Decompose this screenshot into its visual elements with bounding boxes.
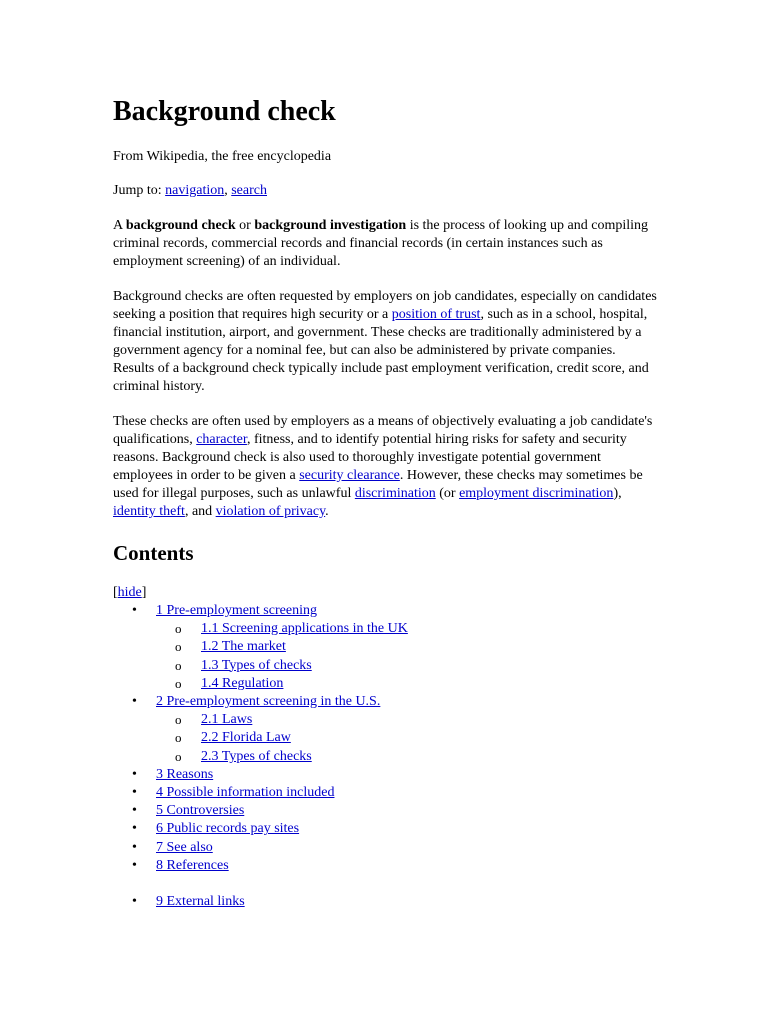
toc-link-pre-employment-us[interactable]: 2 Pre-employment screening in the U.S. (156, 694, 381, 710)
toc-item (113, 839, 658, 857)
para2-text-2: , such as in a school, hospital, financial institution, airport, and government. These checks are traditionally administered by a government agency for a nominal fee, but can also be administered by private companies. Results of a background check typically include past employment verification, credit score, and criminal history. (113, 307, 649, 394)
identity-theft-link[interactable]: identity theft (113, 504, 185, 519)
intro-term-background-investigation: background investigation (254, 218, 407, 233)
intro-text-rest: is the process of looking up and compiling criminal records, commercial records and financial records (in certain instances such as employment screening) of an individual. (113, 218, 649, 269)
toc-item (113, 784, 658, 802)
toc-item (113, 693, 658, 766)
toc-link-controversies[interactable]: 5 Controversies (156, 803, 245, 819)
toc-link-screening-uk[interactable]: 1.1 Screening applications in the UK (201, 621, 408, 637)
toc-link-types-of-checks[interactable]: 1.3 Types of checks (201, 657, 312, 673)
character-link[interactable]: character (196, 432, 247, 447)
toc-subitem (156, 638, 658, 656)
jump-to-line (113, 182, 658, 200)
discrimination-link[interactable]: discrimination (354, 486, 436, 501)
jump-navigation-link[interactable]: navigation (165, 183, 225, 198)
toc-link-laws[interactable]: 2.1 Laws (201, 712, 253, 728)
toc-subitem (156, 711, 658, 729)
paragraph-3 (113, 413, 658, 521)
toc-link-possible-information[interactable]: 4 Possible information included (156, 785, 335, 801)
toc-link-florida-law[interactable]: 2.2 Florida Law (201, 730, 291, 746)
toc-subitem (156, 657, 658, 675)
toc-subitem (156, 675, 658, 693)
toc-item (113, 602, 658, 693)
toc-subitem (156, 620, 658, 638)
intro-text-or: or (235, 218, 255, 233)
site-tagline: From Wikipedia, the free encyclopedia (113, 149, 332, 164)
para2-text-1: Background checks are often requested by employers on job candidates, especially on candidates seeking a position that requires high security or a (113, 289, 657, 322)
intro-text-a: A (113, 218, 126, 233)
toc-item (113, 766, 658, 784)
toc-subitem (156, 748, 658, 766)
contents-heading: Contents (113, 541, 194, 565)
jump-separator: , (224, 183, 232, 198)
hide-bracket-close: ] (141, 585, 147, 600)
position-of-trust-link[interactable]: position of trust (391, 307, 481, 322)
toc-sublist (156, 620, 658, 693)
intro-paragraph (113, 217, 658, 271)
toc-subitem (156, 729, 658, 747)
toc-item (113, 820, 658, 838)
toc-item (113, 893, 658, 911)
toc-hide-toggle (113, 584, 658, 602)
para3-text-3: . However, these checks may sometimes be used for illegal purposes, such as unlawful (113, 468, 643, 501)
paragraph-2 (113, 288, 658, 396)
toc-link-pre-employment-screening[interactable]: 1 Pre-employment screening (156, 603, 317, 618)
toc-link-regulation[interactable]: 1.4 Regulation (201, 675, 284, 691)
intro-term-background-check: background check (125, 218, 236, 233)
para3-text-5: ), (613, 486, 622, 501)
table-of-contents (113, 602, 658, 911)
security-clearance-link[interactable]: security clearance (299, 468, 400, 483)
employment-discrimination-link[interactable]: employment discrimination (459, 486, 614, 501)
toc-link-reasons[interactable]: 3 Reasons (156, 766, 214, 782)
toc-sublist (156, 711, 658, 766)
jump-to-label: Jump to: (113, 183, 166, 198)
toc-hide-link[interactable]: hide (117, 585, 142, 600)
article-content (113, 93, 658, 911)
toc-item (113, 802, 658, 820)
para3-text-7: . (325, 504, 329, 519)
toc-link-the-market[interactable]: 1.2 The market (201, 639, 286, 655)
toc-link-references[interactable]: 8 References (156, 857, 229, 873)
hide-bracket-open: [ (113, 585, 118, 600)
toc-link-external-links[interactable]: 9 External links (156, 894, 245, 910)
para3-text-1: These checks are often used by employers as a means of objectively evaluating a job candidate's qualifications, (113, 414, 653, 447)
page-title: Background check (113, 96, 336, 127)
para3-text-2: , fitness, and to identify potential hiring risks for safety and security reasons. Background check is also used to thoroughly investigate potential government employees in order to be given a (113, 432, 627, 483)
toc-link-us-types-of-checks[interactable]: 2.3 Types of checks (201, 748, 312, 764)
violation-of-privacy-link[interactable]: violation of privacy (215, 504, 326, 519)
jump-search-link[interactable]: search (231, 183, 267, 198)
para3-text-6: , and (184, 504, 216, 519)
toc-link-see-also[interactable]: 7 See also (156, 839, 213, 855)
toc-link-public-records[interactable]: 6 Public records pay sites (156, 821, 300, 837)
para3-text-4: (or (435, 486, 460, 501)
toc-item (113, 857, 658, 875)
